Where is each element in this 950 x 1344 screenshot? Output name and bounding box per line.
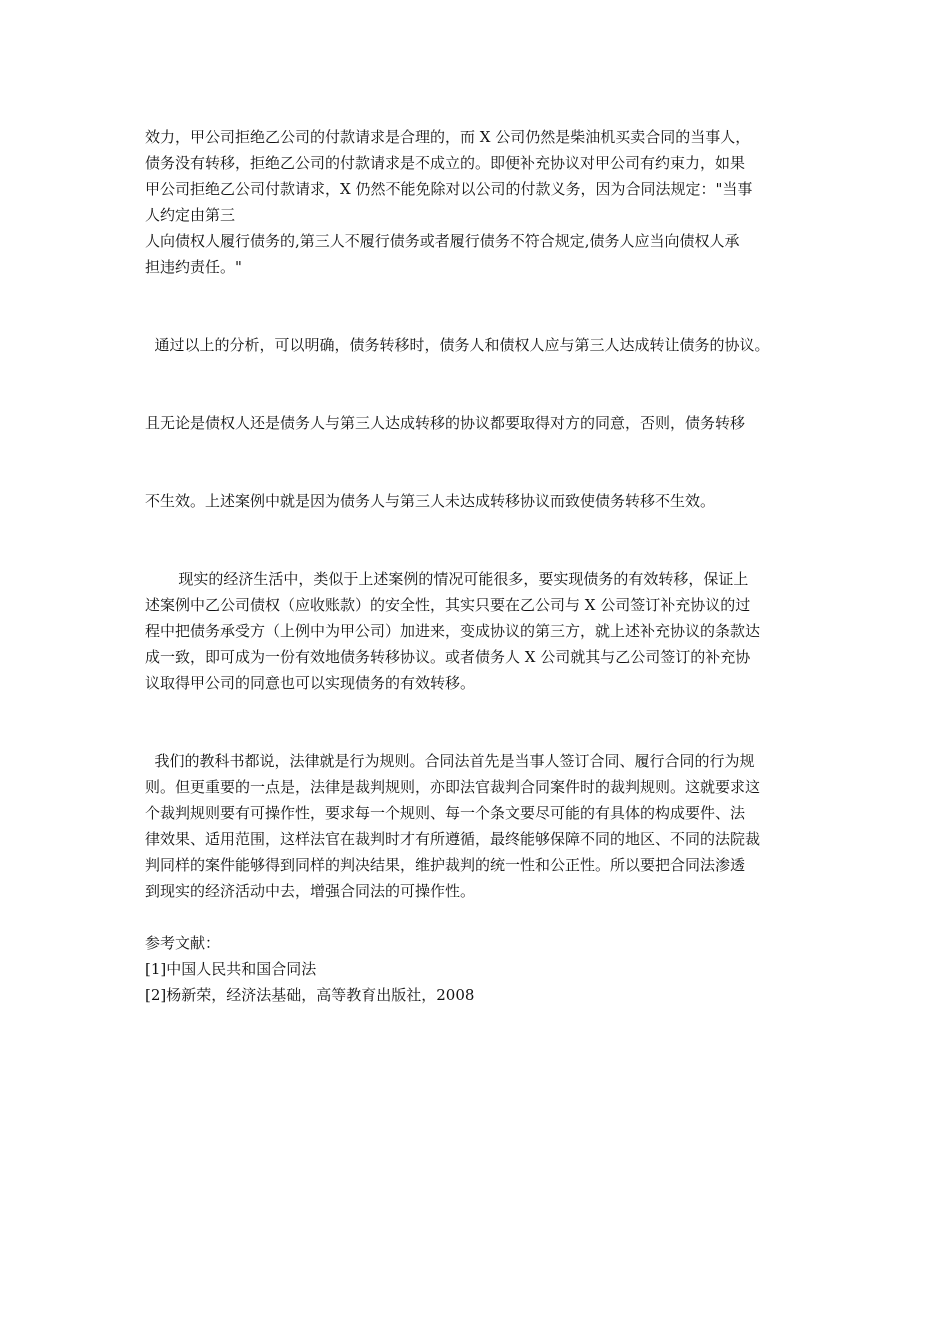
text-line: 个裁判规则要有可操作性，要求每一个规则、每一个条文要尽可能的有具体的构成要件、法 [145,804,746,822]
reference-item: [1]中国人民共和国合同法 [145,960,317,978]
text-line: 判同样的案件能够得到同样的判决结果，维护裁判的统一性和公正性。所以要把合同法渗透 [145,856,746,874]
references-section [145,930,810,1008]
text-line: 则。但更重要的一点是，法律是裁判规则，亦即法官裁判合同案件时的裁判规则。这就要求这 [145,778,761,796]
text-line: 不生效。上述案例中就是因为债务人与第三人未达成转移协议而致使债务转移不生效。 [145,492,716,510]
spacer [145,722,810,748]
text-line: 议取得甲公司的同意也可以实现债务的有效转移。 [145,674,476,692]
spacer [145,696,810,722]
text-line: 述案例中乙公司债权（应收账款）的安全性，其实只要在乙公司与 X 公司签订补充协议的过 [145,596,751,614]
text-line: 律效果、适用范围，这样法官在裁判时才有所遵循，最终能够保障不同的地区、不同的法院裁 [145,830,761,848]
references-heading: 参考文献： [145,934,221,952]
text-line: 到现实的经济活动中去，增强合同法的可操作性。 [145,882,476,900]
text-line: 程中把债务承受方（上例中为甲公司）加进来，变成协议的第三方，就上述补充协议的条款达 [145,622,761,640]
paragraph-2 [145,280,810,566]
reference-item: [2]杨新荣，经济法基础，高等教育出版社，2008 [145,986,475,1004]
paragraph-1 [145,124,810,280]
document-page [145,124,810,1008]
text-line: 且无论是债权人还是债务人与第三人达成转移的协议都要取得对方的同意，否则，债务转移 [145,414,746,432]
text-line: 我们的教科书都说，法律就是行为规则。合同法首先是当事人签订合同、履行合同的行为规 [145,752,755,770]
text-line: 债务没有转移，拒绝乙公司的付款请求是不成立的。即便补充协议对甲公司有约束力，如果 [145,154,746,172]
text-line: 人向债权人履行债务的,第三人不履行债务或者履行债务不符合规定,债务人应当向债权人承 [145,232,740,250]
text-line: 甲公司拒绝乙公司付款请求，X 仍然不能免除对以公司的付款义务，因为合同法规定："当事 [145,180,753,198]
text-line: 担违约责任。" [145,258,242,276]
spacer [145,904,810,930]
text-line: 现实的经济生活中，类似于上述案例的情况可能很多，要实现债务的有效转移，保证上 [145,570,749,588]
text-line: 人约定由第三 [145,206,236,224]
paragraph-3 [145,566,810,696]
paragraph-4 [145,748,810,904]
text-line: 通过以上的分析，可以明确，债务转移时，债务人和债权人应与第三人达成转让债务的协议。 [145,336,770,354]
text-line: 成一致，即可成为一份有效地债务转移协议。或者债务人 X 公司就其与乙公司签订的补充协 [145,648,751,666]
text-line: 效力，甲公司拒绝乙公司的付款请求是合理的，而 X 公司仍然是柴油机买卖合同的当事人， [145,128,751,146]
